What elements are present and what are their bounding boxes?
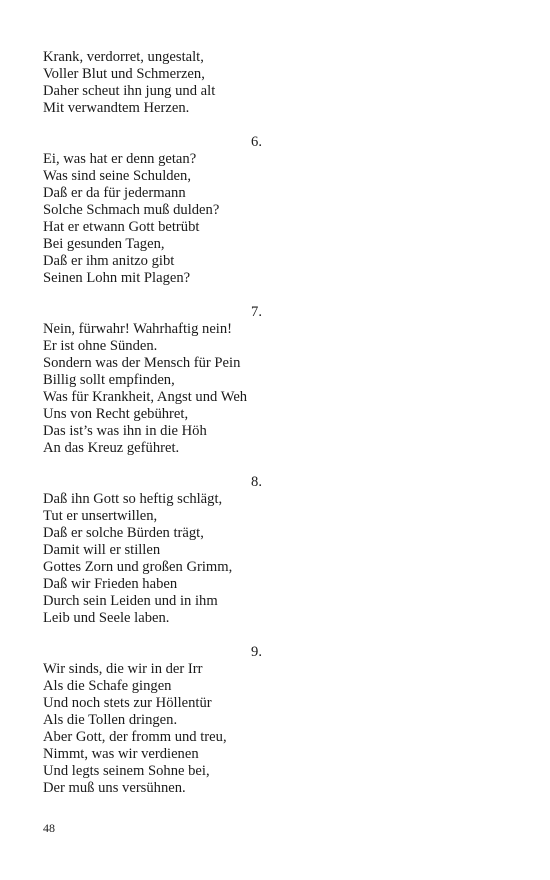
verse-line: Er ist ohne Sünden. bbox=[43, 338, 158, 354]
poem-text bbox=[43, 49, 303, 797]
verse-line: Wir sinds, die wir in der Irr bbox=[43, 661, 203, 677]
verse-line: Daß er ihm anitzo gibt bbox=[43, 253, 175, 269]
verse-line: Voller Blut und Schmerzen, bbox=[43, 66, 205, 82]
stanza-number: 7. bbox=[251, 304, 262, 320]
verse-line: Daß er da für jedermann bbox=[43, 185, 186, 201]
verse-line: Hat er etwann Gott betrübt bbox=[43, 219, 200, 235]
verse-line: Seinen Lohn mit Plagen? bbox=[43, 270, 191, 286]
stanza-number: 9. bbox=[251, 644, 262, 660]
stanza bbox=[43, 474, 303, 627]
verse-line: Bei gesunden Tagen, bbox=[43, 236, 165, 252]
verse-line: Daß wir Frieden haben bbox=[43, 576, 178, 592]
verse-line: Solche Schmach muß dulden? bbox=[43, 202, 220, 218]
verse-line: Leib und Seele laben. bbox=[43, 610, 170, 626]
verse-line: Aber Gott, der fromm und treu, bbox=[43, 729, 227, 745]
verse-line: Und noch stets zur Höllentür bbox=[43, 695, 212, 711]
verse-line: Der muß uns versühnen. bbox=[43, 780, 186, 796]
verse-line: Als die Schafe gingen bbox=[43, 678, 172, 694]
verse-line: Nein, fürwahr! Wahrhaftig nein! bbox=[43, 321, 233, 337]
stanza bbox=[43, 134, 303, 287]
verse-line: Krank, verdorret, ungestalt, bbox=[43, 49, 204, 65]
verse-line: Als die Tollen dringen. bbox=[43, 712, 178, 728]
verse-line: Daß er solche Bürden trägt, bbox=[43, 525, 204, 541]
verse-line: Nimmt, was wir verdienen bbox=[43, 746, 199, 762]
stanza bbox=[43, 49, 303, 117]
verse-line: Damit will er stillen bbox=[43, 542, 161, 558]
stanza-number: 6. bbox=[251, 134, 262, 150]
verse-line: Daher scheut ihn jung und alt bbox=[43, 83, 216, 99]
verse-line: Daß ihn Gott so heftig schlägt, bbox=[43, 491, 223, 507]
verse-line: Billig sollt empfinden, bbox=[43, 372, 175, 388]
stanza-number: 8. bbox=[251, 474, 262, 490]
page-number: 48 bbox=[43, 821, 55, 835]
verse-line: Was sind seine Schulden, bbox=[43, 168, 191, 184]
verse-line: Und legts seinem Sohne bei, bbox=[43, 763, 210, 779]
verse-line: An das Kreuz geführet. bbox=[43, 440, 180, 456]
verse-line: Was für Krankheit, Angst und Weh bbox=[43, 389, 248, 405]
verse-line: Durch sein Leiden und in ihm bbox=[43, 593, 218, 609]
verse-line: Das ist’s was ihn in die Höh bbox=[43, 423, 207, 439]
verse-line: Uns von Recht gebühret, bbox=[43, 406, 189, 422]
verse-line: Sondern was der Mensch für Pein bbox=[43, 355, 241, 371]
stanza bbox=[43, 644, 303, 797]
stanza bbox=[43, 304, 303, 457]
verse-line: Tut er unsertwillen, bbox=[43, 508, 158, 524]
verse-line: Mit verwandtem Herzen. bbox=[43, 100, 190, 116]
verse-line: Ei, was hat er denn getan? bbox=[43, 151, 197, 167]
verse-line: Gottes Zorn und großen Grimm, bbox=[43, 559, 233, 575]
